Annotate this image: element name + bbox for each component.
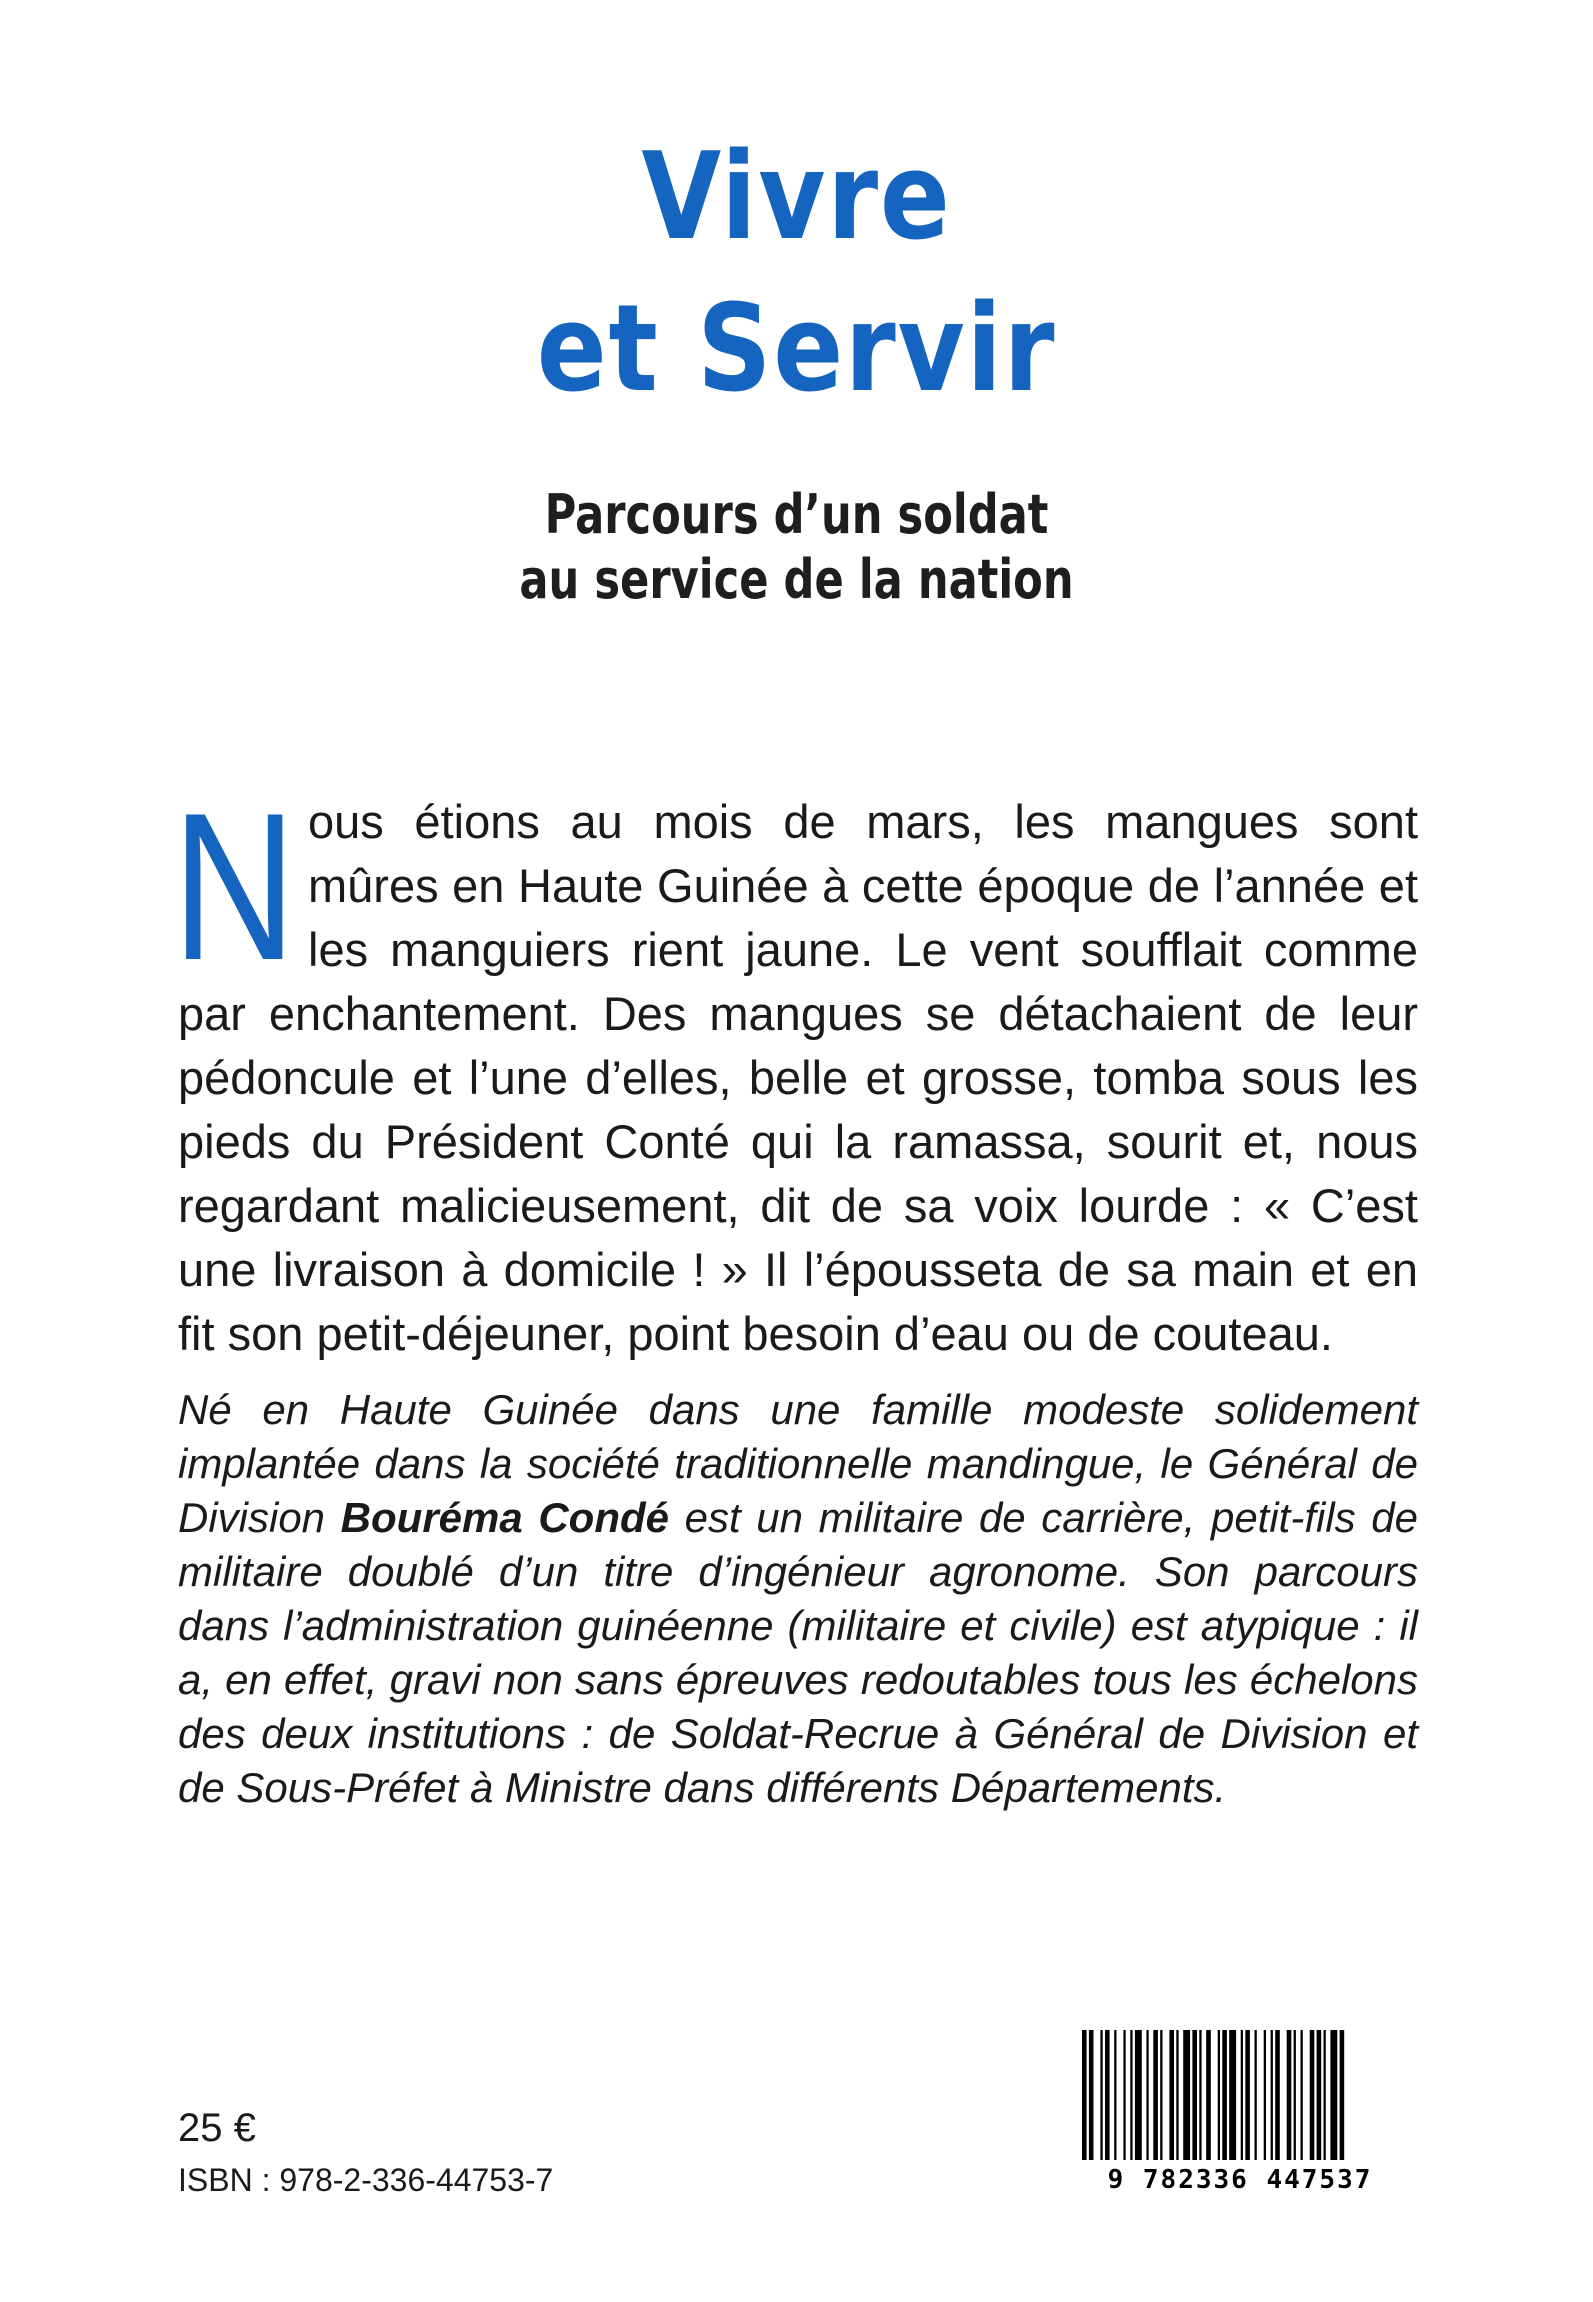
barcode-bar [1105, 2030, 1110, 2160]
barcode-bar [1294, 2030, 1296, 2160]
barcode-bar [1160, 2030, 1162, 2160]
barcode-bar [1153, 2030, 1158, 2160]
price: 25 € [178, 2106, 256, 2150]
barcode-digits: 9 782336 447537 [1107, 2165, 1373, 2194]
barcode-bar [1199, 2030, 1201, 2160]
subtitle-line-2: au service de la nation [519, 548, 1074, 611]
barcode-bar [1255, 2030, 1257, 2160]
barcode-bar [1317, 2030, 1322, 2160]
barcode-bar [1264, 2030, 1266, 2160]
author-bio [178, 1383, 1418, 1815]
title-line-2: et Servir [536, 280, 1057, 419]
excerpt-paragraph [172, 769, 1418, 1366]
excerpt-text: ous étions au mois de mars, les mangues sont mûres en Haute Guinée à cette époque de l’année et les manguiers rient jaune. Le vent soufflait comme par enchantement. Des mangues se détachaient de leur pédoncule et l’une d’elles, belle et grosse, tomba sous les pieds du Président Conté qui la ramassa, sourit et, nous regardant malicieusement, dit de sa voix lourde : « C’est une livraison à domicile ! » Il l’épousseta de sa main et en fit son petit-déjeuner, point besoin d’eau ou de couteau. [178, 795, 1418, 1360]
barcode-bar [1169, 2030, 1174, 2160]
barcode-bar [1206, 2030, 1211, 2160]
barcode-bar [1275, 2030, 1280, 2160]
barcode-bar [1114, 2030, 1116, 2160]
barcode-bar [1310, 2030, 1315, 2160]
barcode-bar [1082, 2030, 1087, 2160]
barcode-bar [1130, 2030, 1132, 2160]
barcode-bar [1330, 2030, 1337, 2160]
barcode-bar [1229, 2030, 1236, 2160]
barcode-bar [1135, 2030, 1142, 2160]
barcode-bar [1301, 2030, 1303, 2160]
subtitle-line-1: Parcours d’un soldat [544, 483, 1049, 546]
barcode-bar [1245, 2030, 1250, 2160]
isbn: ISBN : 978-2-336-44753-7 [178, 2162, 554, 2198]
barcode-bar [1192, 2030, 1197, 2160]
barcode-bar [1123, 2030, 1125, 2160]
barcode-bar [1146, 2030, 1148, 2160]
barcode-bar [1324, 2030, 1326, 2160]
barcode-bar [1218, 2030, 1220, 2160]
author-name: Bouréma Condé [340, 1494, 670, 1541]
barcode [1060, 2024, 1420, 2194]
drop-cap: N [172, 769, 297, 1004]
barcode-bar [1183, 2030, 1190, 2160]
title-line-1: Vivre [641, 128, 952, 267]
barcode-bar [1241, 2030, 1243, 2160]
bio-text-end: est un militaire de carrière, petit-fils de militaire doublé d’un titre d’ingénieur agronome. Son parcours dans l’administration guinéenne (militaire et civile) est atypique : il a, en effet, gravi non sans épreuves redoutables tous les échelons des deux institutions : de Soldat-Recrue à Général de Division et de Sous-Préfet à Ministre dans différents Départements. [178, 1494, 1419, 1811]
barcode-bar [1222, 2030, 1227, 2160]
barcode-bar [1340, 2030, 1345, 2160]
barcode-bar [1271, 2030, 1273, 2160]
barcode-bar [1287, 2030, 1292, 2160]
barcode-bar [1089, 2030, 1094, 2160]
bio-text-start: Né en Haute Guinée dans une famille modeste solidement implantée dans la société traditionnelle mandingue, le Général de Division [178, 1386, 1418, 1541]
barcode-bar [1100, 2030, 1102, 2160]
barcode-bar [1176, 2030, 1178, 2160]
